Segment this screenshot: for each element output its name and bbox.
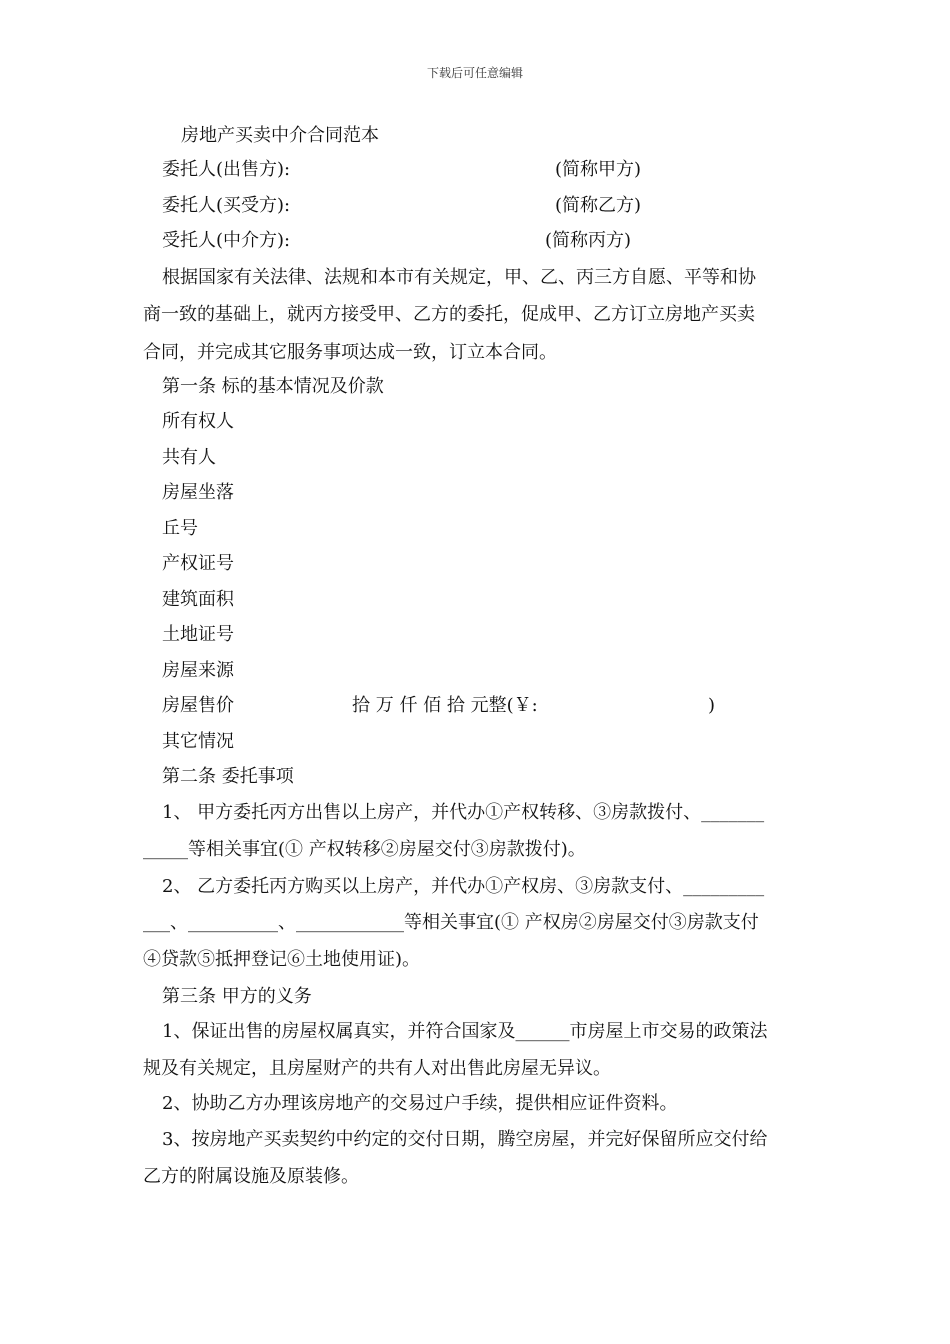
- article1-heading: 第一条 标的基本情况及价款: [162, 376, 384, 397]
- seller-alias: (简称甲方): [555, 159, 642, 180]
- price-units: 拾 万 仟 佰 拾 元整(￥:: [352, 695, 538, 716]
- field-label: 丘号: [162, 518, 198, 539]
- article3-item2: 2、协助乙方办理该房地产的交易过户手续，提供相应证件资料。: [162, 1093, 678, 1114]
- other-info-label: 其它情况: [162, 731, 234, 752]
- article2-item1-line: _____等相关事宜(① 产权转移②房屋交付③房款拨付)。: [143, 839, 586, 860]
- buyer-alias: (简称乙方): [555, 195, 642, 216]
- field-label: 产权证号: [162, 553, 234, 574]
- article2-item2-line: ___、__________、____________等相关事宜(① 产权房②房屋交付③房款支付: [143, 912, 759, 933]
- field-label: 土地证号: [162, 624, 234, 645]
- article2-item2-line: 2、 乙方委托丙方购买以上房产，并代办①产权房、③房款支付、_________: [162, 876, 765, 897]
- article2-heading: 第二条 委托事项: [162, 766, 294, 787]
- field-label: 房屋来源: [162, 660, 234, 681]
- page-header: 下载后可任意编辑: [426, 66, 523, 80]
- field-label: 建筑面积: [162, 589, 234, 610]
- preamble-line: 根据国家有关法律、法规和本市有关规定，甲、乙、丙三方自愿、平等和协: [162, 267, 756, 288]
- field-label: 共有人: [162, 447, 216, 468]
- article3-item3-line: 3、按房地产买卖契约中约定的交付日期，腾空房屋，并完好保留所应交付给: [162, 1129, 768, 1150]
- price-label: 房屋售价: [162, 695, 234, 716]
- preamble-line: 合同，并完成其它服务事项达成一致，订立本合同。: [143, 342, 557, 363]
- document-title: 房地产买卖中介合同范本: [181, 125, 379, 146]
- buyer-label: 委托人(买受方):: [162, 195, 291, 216]
- field-label: 房屋坐落: [162, 482, 234, 503]
- field-label: 所有权人: [162, 411, 234, 432]
- price-close: ): [708, 695, 716, 716]
- agent-alias: (简称丙方): [545, 230, 632, 251]
- article3-heading: 第三条 甲方的义务: [162, 986, 312, 1007]
- article3-item1-line: 1、保证出售的房屋权属真实，并符合国家及______市房屋上市交易的政策法: [162, 1021, 768, 1042]
- article3-item1-line: 规及有关规定，且房屋财产的共有人对出售此房屋无异议。: [143, 1058, 611, 1079]
- article2-item1-line: 1、 甲方委托丙方出售以上房产，并代办①产权转移、③房款拨付、_______: [162, 802, 765, 823]
- agent-label: 受托人(中介方):: [162, 230, 291, 251]
- article2-item2-line: ④贷款⑤抵押登记⑥土地使用证)。: [143, 949, 421, 970]
- preamble-line: 商一致的基础上，就丙方接受甲、乙方的委托，促成甲、乙方订立房地产买卖: [143, 304, 755, 325]
- article3-item3-line: 乙方的附属设施及原装修。: [143, 1166, 359, 1187]
- seller-label: 委托人(出售方):: [162, 159, 291, 180]
